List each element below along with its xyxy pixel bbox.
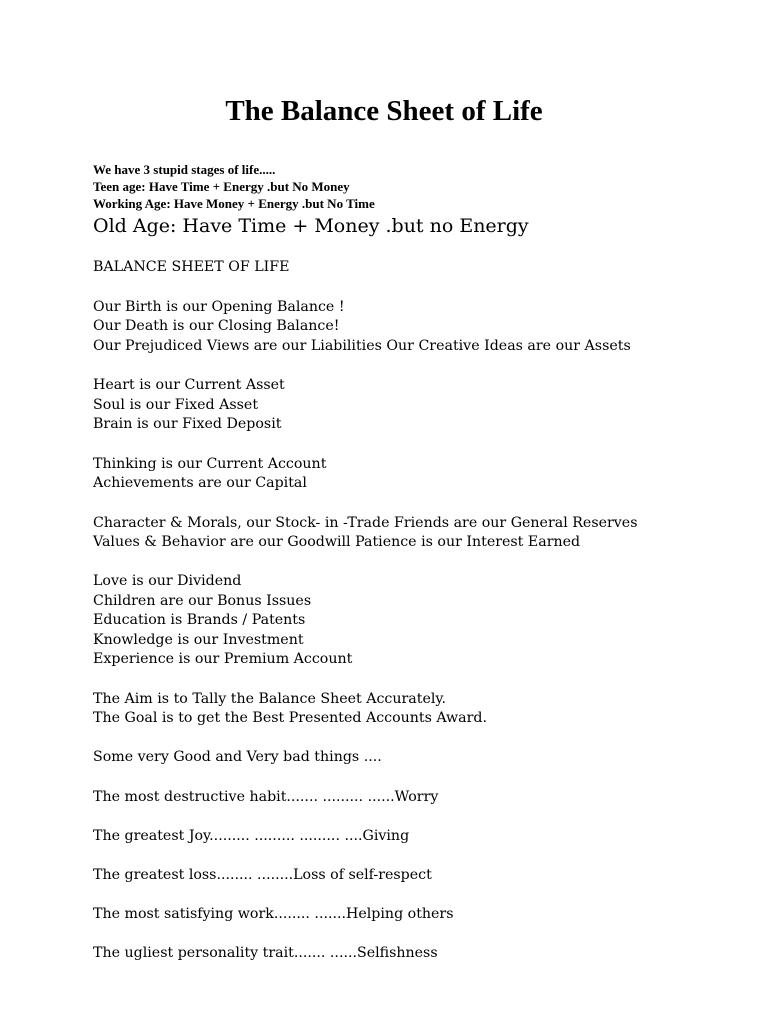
body-line: The most satisfying work........ .......Helping others [93,906,454,922]
body-line: The greatest Joy......... ......... ......... ....Giving [93,828,410,844]
body-line: Our Birth is our Opening Balance ! [93,299,345,315]
intro-line: We have 3 stupid stages of life..... [93,162,276,177]
body-line: Values & Behavior are our Goodwill Patience is our Interest Earned [93,534,581,550]
body-line: Love is our Dividend [93,573,242,589]
body-line: The most destructive habit....... ......... ......Worry [93,789,439,805]
body-line: The greatest loss........ ........Loss of self-respect [93,867,432,883]
highlight-line: Old Age: Have Time + Money .but no Energy [93,215,529,237]
body-line: The Aim is to Tally the Balance Sheet Accurately. [93,691,447,707]
body-line: Knowledge is our Investment [93,632,304,648]
document-title: The Balance Sheet of Life [225,95,543,127]
body-line: Children are our Bonus Issues [93,593,312,609]
body-line: Achievements are our Capital [93,475,307,491]
body-line: Thinking is our Current Account [93,456,327,472]
body-line: Brain is our Fixed Deposit [93,416,282,432]
body-line: Heart is our Current Asset [93,377,285,393]
section-heading: BALANCE SHEET OF LIFE [93,259,290,275]
intro-line: Teen age: Have Time + Energy .but No Money [93,179,350,194]
body-line: Soul is our Fixed Asset [93,397,259,413]
body-line: Education is Brands / Patents [93,612,306,628]
intro-line: Working Age: Have Money + Energy .but No Time [93,196,375,211]
body-line: Experience is our Premium Account [93,651,353,667]
body-line: The ugliest personality trait....... ......Selfishness [93,945,438,961]
body-line: Character & Morals, our Stock- in -Trade Friends are our General Reserves [93,515,638,531]
body-line: Our Prejudiced Views are our Liabilities Our Creative Ideas are our Assets [93,338,631,354]
body-line: Some very Good and Very bad things .... [93,749,382,765]
body-line: Our Death is our Closing Balance! [93,318,340,334]
body-line: The Goal is to get the Best Presented Accounts Award. [93,710,487,726]
